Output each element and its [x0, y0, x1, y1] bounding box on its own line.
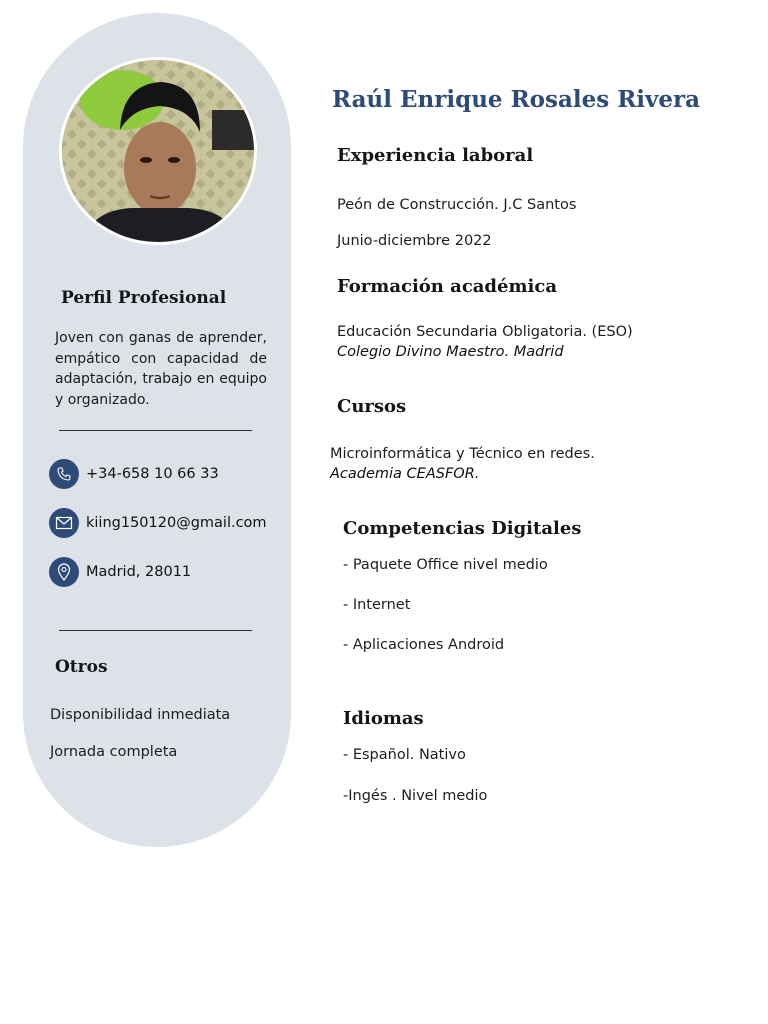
school-name: Colegio Divino Maestro. Madrid: [337, 344, 564, 360]
list-item: - Internet: [343, 597, 411, 613]
divider: [59, 430, 252, 431]
education-heading: Formación académica: [337, 276, 557, 297]
location-text: Madrid, 28011: [86, 564, 192, 580]
job-title: Peón de Construcción. J.C Santos: [337, 197, 577, 213]
degree-text: Educación Secundaria Obligatoria. (ESO): [337, 324, 633, 340]
contact-email[interactable]: [49, 508, 267, 538]
job-dates: Junio-diciembre 2022: [337, 233, 492, 249]
list-item: - Español. Nativo: [343, 747, 466, 763]
list-item: -Ingés . Nivel medio: [343, 788, 488, 804]
email-address: kiing150120@gmail.com: [86, 515, 267, 531]
candidate-name: Raúl Enrique Rosales Rivera: [332, 86, 701, 113]
contact-location: [49, 557, 191, 587]
divider: [59, 630, 252, 631]
contact-phone[interactable]: [49, 459, 219, 489]
phone-icon: [49, 459, 79, 489]
profile-photo: [59, 57, 257, 245]
mail-icon: [49, 508, 79, 538]
languages-heading: Idiomas: [343, 708, 424, 729]
courses-heading: Cursos: [337, 396, 407, 417]
others-heading: Otros: [55, 657, 108, 677]
academy-name: Academia CEASFOR.: [330, 466, 480, 482]
experience-heading: Experiencia laboral: [337, 145, 534, 166]
digital-skills-heading: Competencias Digitales: [343, 518, 582, 539]
list-item: - Paquete Office nivel medio: [343, 557, 548, 573]
list-item: Disponibilidad inmediata: [50, 707, 231, 723]
phone-number: +34-658 10 66 33: [86, 466, 219, 482]
profile-heading: Perfil Profesional: [61, 288, 227, 308]
profile-summary: Joven con ganas de aprender, empático con capacidad de adaptación, trabajo en equipo y organizado.: [55, 330, 267, 408]
list-item: - Aplicaciones Android: [343, 637, 505, 653]
list-item: Jornada completa: [50, 744, 178, 760]
location-pin-icon: [49, 557, 79, 587]
course-name: Microinformática y Técnico en redes.: [330, 446, 595, 462]
